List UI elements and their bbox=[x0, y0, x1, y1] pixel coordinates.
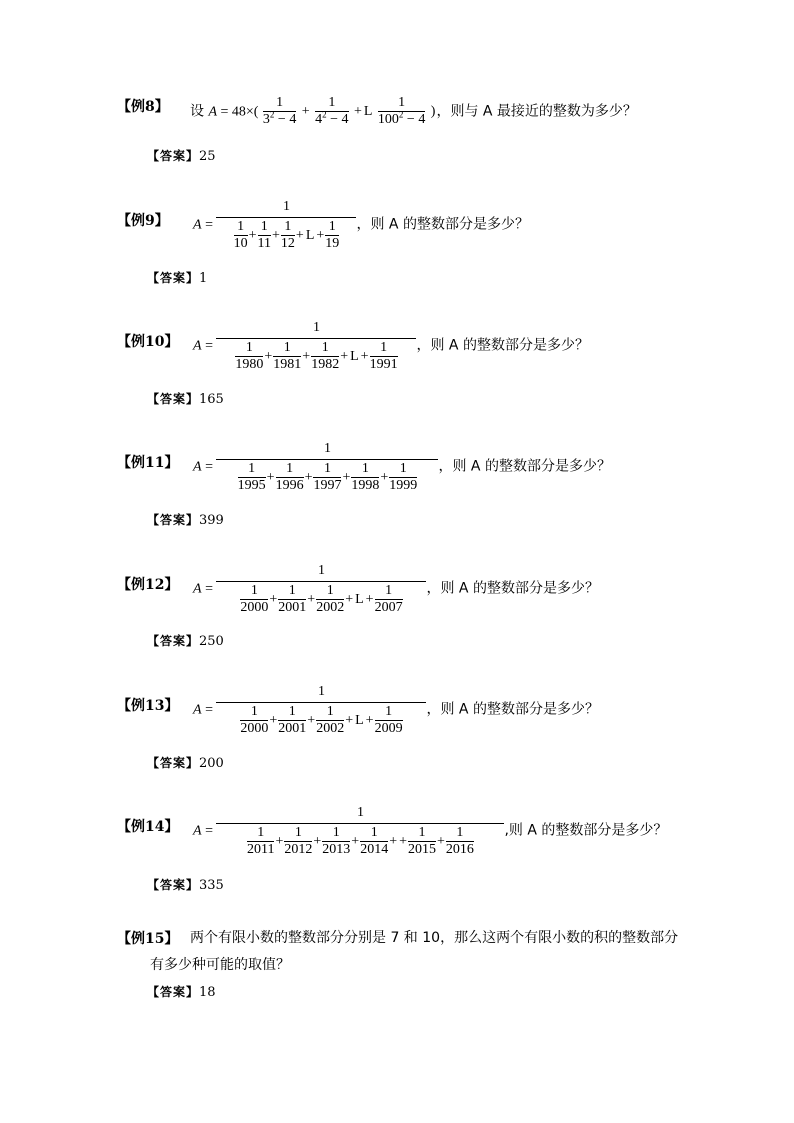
question-text: ，则 A 的整数部分是多少？ bbox=[438, 458, 611, 475]
answer: 【答案】335 bbox=[147, 878, 224, 893]
answer: 【答案】165 bbox=[147, 392, 224, 407]
example-10: 【例10】 bbox=[117, 334, 179, 350]
big-fraction: 1 $\frac{1}{2000}$ + $\frac{1}{2001}$ + $\frac{1}{2002}$ + L + $\frac{1}{2007}$ bbox=[216, 561, 426, 616]
answer: 【答案】25 bbox=[147, 149, 216, 164]
answer: 【答案】1 bbox=[147, 271, 208, 286]
big-fraction: 1 $\frac{1}{10}$ + $\frac{1}{11}$ + $\frac{1}{12}$ + L + $\frac{1}{19}$ bbox=[216, 197, 356, 252]
example-8 bbox=[117, 96, 169, 116]
question-text: ，则与 A 最接近的整数为多少？ bbox=[436, 103, 637, 120]
fraction: $\frac{1}{100^2 - 4}$ bbox=[377, 95, 426, 127]
question-text: ，则 A 的整数部分是多少？ bbox=[416, 337, 589, 354]
question-text: 两个有限小数的整数部分分别是 7 和 10，那么这两个有限小数的积的整数部分 bbox=[190, 930, 679, 946]
example-label: 【例8】 bbox=[117, 99, 169, 115]
example-9-formula: A = 1 $\frac{1}{10}$ + $\frac{1}{11}$ + $\frac{1}{12}$ + L + $\frac{1}{19}$ ，则 A 的整数部分是多少？ bbox=[193, 199, 529, 251]
example-14: 【例14】 bbox=[117, 819, 179, 835]
big-fraction: 1 $\frac{1}{1995}$ + $\frac{1}{1996}$ + $\frac{1}{1997}$ + $\frac{1}{1998}$ + $\frac{1}{1999}$ bbox=[216, 439, 438, 494]
example-11-formula: A = 1 $\frac{1}{1995}$ + $\frac{1}{1996}$ + $\frac{1}{1997}$ + $\frac{1}{1998}$ + $\frac{1}{1999}$ ，则 A 的整数部分是多少？ bbox=[193, 441, 611, 493]
answer: 【答案】250 bbox=[147, 634, 224, 649]
fraction: $\frac{1}{3^2 - 4}$ bbox=[262, 95, 297, 127]
question-text: ，则 A 的整数部分是多少？ bbox=[356, 216, 529, 233]
example-13-formula: A = 1 $\frac{1}{2000}$ + $\frac{1}{2001}$ + $\frac{1}{2002}$ + L + $\frac{1}{2009}$ ，则 A 的整数部分是多少？ bbox=[193, 684, 599, 736]
example-15: 【例15】 bbox=[117, 931, 179, 947]
example-12-formula: A = 1 $\frac{1}{2000}$ + $\frac{1}{2001}$ + $\frac{1}{2002}$ + L + $\frac{1}{2007}$ ，则 A 的整数部分是多少？ bbox=[193, 563, 599, 615]
answer: 【答案】200 bbox=[147, 756, 224, 771]
example-13: 【例13】 bbox=[117, 698, 179, 714]
example-14-formula: A = 1 $\frac{1}{2011}$ + $\frac{1}{2012}$ + $\frac{1}{2013}$ + $\frac{1}{2014}$ + + $\frac{1}{2015}$ + $\frac{1}{2016}$ ,则 A 的整数部分是多少？ bbox=[193, 805, 668, 857]
example-8-formula: 设 A = 48×( $\frac{1}{3^2 - 4}$ + $\frac{1}{4^2 - 4}$ + L $\frac{1}{100^2 - 4}$ )，则与 A 最接近的整数为多少？ bbox=[190, 95, 637, 127]
question-text: ，则 A 的整数部分是多少？ bbox=[426, 580, 599, 597]
example-9: 【例9】 bbox=[117, 213, 169, 229]
answer: 【答案】18 bbox=[147, 985, 216, 1000]
question-text: 有多少种可能的取值？ bbox=[150, 957, 290, 973]
big-fraction: 1 $\frac{1}{2000}$ + $\frac{1}{2001}$ + $\frac{1}{2002}$ + L + $\frac{1}{2009}$ bbox=[216, 682, 426, 737]
big-fraction: 1 $\frac{1}{1980}$ + $\frac{1}{1981}$ + $\frac{1}{1982}$ + L + $\frac{1}{1991}$ bbox=[216, 318, 416, 373]
example-12: 【例12】 bbox=[117, 577, 179, 593]
fraction: $\frac{1}{4^2 - 4}$ bbox=[315, 95, 349, 127]
question-text: ，则 A 的整数部分是多少？ bbox=[426, 701, 599, 718]
question-text: ,则 A 的整数部分是多少？ bbox=[504, 822, 668, 839]
example-11: 【例11】 bbox=[117, 455, 179, 471]
example-10-formula: A = 1 $\frac{1}{1980}$ + $\frac{1}{1981}$ + $\frac{1}{1982}$ + L + $\frac{1}{1991}$ ，则 A 的整数部分是多少？ bbox=[193, 320, 589, 372]
answer: 【答案】399 bbox=[147, 513, 224, 528]
big-fraction: 1 $\frac{1}{2011}$ + $\frac{1}{2012}$ + $\frac{1}{2013}$ + $\frac{1}{2014}$ + + $\frac{1}{2015}$ + $\frac{1}{2016}$ bbox=[216, 803, 504, 858]
